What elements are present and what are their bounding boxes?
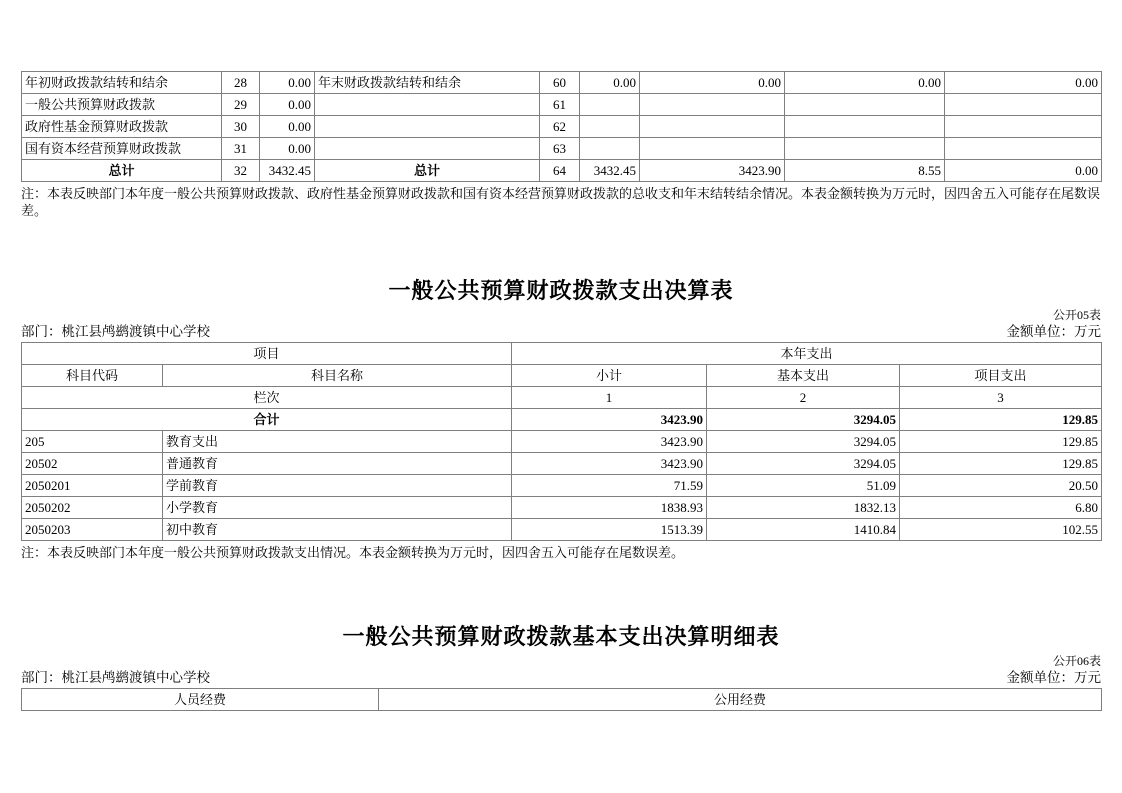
amount-col-3: 0.00 [785, 72, 945, 94]
subject-name-cell: 小学教育 [163, 497, 512, 519]
table-row [22, 453, 1102, 475]
amount-col-2 [640, 94, 785, 116]
project-expense-cell: 129.85 [900, 453, 1102, 475]
amount-col-4 [945, 94, 1102, 116]
subtotal-cell: 71.59 [512, 475, 707, 497]
column-index-3: 3 [900, 387, 1102, 409]
subject-code-cell: 20502 [22, 453, 163, 475]
expense-table-note: 注：本表反映部门本年度一般公共预算财政拨款支出情况。本表金额转换为万元时，因四舍五入可能存在尾数误差。 [21, 545, 685, 560]
basic-expense-cell: 3294.05 [707, 453, 900, 475]
subtotal-cell: 3423.90 [512, 409, 707, 431]
amount-col-1 [580, 94, 640, 116]
subtotal-cell: 1838.93 [512, 497, 707, 519]
table-row [22, 519, 1102, 541]
basic-expense-cell: 1832.13 [707, 497, 900, 519]
amount-col-3 [785, 94, 945, 116]
amount-col-3 [785, 116, 945, 138]
basic-expense-cell: 3294.05 [707, 409, 900, 431]
right-line-no: 63 [540, 138, 580, 160]
basic-expense-cell: 3294.05 [707, 431, 900, 453]
expense-table-title: 一般公共预算财政拨款支出决算表 [388, 278, 734, 303]
item-group-header: 项目 [22, 343, 512, 365]
right-line-no: 64 [540, 160, 580, 182]
left-amount: 0.00 [260, 138, 315, 160]
subtotal-header: 小计 [512, 365, 707, 387]
table-row [22, 94, 1102, 116]
right-item-label [315, 138, 540, 160]
subtotal-cell: 3423.90 [512, 453, 707, 475]
column-index-label: 栏次 [22, 387, 512, 409]
subject-name-header: 科目名称 [163, 365, 512, 387]
total-row [22, 409, 1102, 431]
summary-table-note: 注：本表反映部门本年度一般公共预算财政拨款、政府性基金预算财政拨款和国有资本经营预算财政拨款的总收支和年末结转结余情况。本表金额转换为万元时，因四舍五入可能存在尾数误差。 [21, 186, 1101, 218]
subject-name-cell: 普通教育 [163, 453, 512, 475]
left-line-no: 32 [222, 160, 260, 182]
department-label: 部门：桃江县鸬鹚渡镇中心学校 [21, 324, 210, 339]
detail-table-meta [21, 670, 1101, 686]
amount-col-2: 0.00 [640, 72, 785, 94]
project-expense-cell: 102.55 [900, 519, 1102, 541]
amount-col-3 [785, 138, 945, 160]
form-number-06: 公开06表 [1052, 654, 1101, 668]
detail-table-title: 一般公共预算财政拨款基本支出决算明细表 [342, 624, 780, 649]
left-item-label: 政府性基金预算财政拨款 [22, 116, 222, 138]
subject-name-cell: 教育支出 [163, 431, 512, 453]
expense-table-meta [21, 324, 1101, 340]
table-row [22, 116, 1102, 138]
amount-col-4 [945, 116, 1102, 138]
amount-col-3: 8.55 [785, 160, 945, 182]
amount-col-1 [580, 116, 640, 138]
column-index-2: 2 [707, 387, 900, 409]
amount-col-1: 3432.45 [580, 160, 640, 182]
left-total-label: 总计 [22, 160, 222, 182]
project-expense-cell: 129.85 [900, 431, 1102, 453]
total-label: 合计 [22, 409, 512, 431]
project-expense-cell: 6.80 [900, 497, 1102, 519]
year-expense-group-header: 本年支出 [512, 343, 1102, 365]
subject-code-cell: 205 [22, 431, 163, 453]
right-line-no: 61 [540, 94, 580, 116]
left-amount: 0.00 [260, 94, 315, 116]
personnel-expense-header: 人员经费 [22, 689, 379, 711]
left-item-label: 一般公共预算财政拨款 [22, 94, 222, 116]
right-total-label: 总计 [315, 160, 540, 182]
left-item-label: 年初财政拨款结转和结余 [22, 72, 222, 94]
basic-expense-cell: 1410.84 [707, 519, 900, 541]
subject-code-cell: 2050203 [22, 519, 163, 541]
column-index-1: 1 [512, 387, 707, 409]
left-line-no: 30 [222, 116, 260, 138]
subtotal-cell: 3423.90 [512, 431, 707, 453]
table-row [22, 72, 1102, 94]
right-line-no: 60 [540, 72, 580, 94]
header-row-groups [22, 343, 1102, 365]
right-item-label [315, 94, 540, 116]
funds-carryover-summary-table [21, 71, 1102, 182]
public-expense-header: 公用经费 [379, 689, 1102, 711]
subject-code-cell: 2050202 [22, 497, 163, 519]
right-line-no: 62 [540, 116, 580, 138]
left-item-label: 国有资本经营预算财政拨款 [22, 138, 222, 160]
amount-col-1 [580, 138, 640, 160]
department-label: 部门：桃江县鸬鹚渡镇中心学校 [21, 670, 210, 685]
table-row [22, 138, 1102, 160]
subject-name-cell: 初中教育 [163, 519, 512, 541]
column-index-row [22, 387, 1102, 409]
subject-code-cell: 2050201 [22, 475, 163, 497]
left-amount: 0.00 [260, 72, 315, 94]
amount-col-2: 3423.90 [640, 160, 785, 182]
amount-col-4 [945, 138, 1102, 160]
table-row [22, 475, 1102, 497]
form-number-05: 公开05表 [1052, 308, 1101, 322]
subject-name-cell: 学前教育 [163, 475, 512, 497]
amount-col-2 [640, 138, 785, 160]
subtotal-cell: 1513.39 [512, 519, 707, 541]
right-item-label [315, 116, 540, 138]
project-expense-cell: 20.50 [900, 475, 1102, 497]
amount-col-4: 0.00 [945, 72, 1102, 94]
left-amount: 3432.45 [260, 160, 315, 182]
amount-col-1: 0.00 [580, 72, 640, 94]
header-row [22, 689, 1102, 711]
basic-expense-header: 基本支出 [707, 365, 900, 387]
amount-col-2 [640, 116, 785, 138]
project-expense-cell: 129.85 [900, 409, 1102, 431]
header-row-columns [22, 365, 1102, 387]
basic-expense-cell: 51.09 [707, 475, 900, 497]
table-row [22, 431, 1102, 453]
table-row [22, 497, 1102, 519]
amount-col-4: 0.00 [945, 160, 1102, 182]
public-budget-expense-table [21, 342, 1102, 541]
left-line-no: 29 [222, 94, 260, 116]
grand-total-row [22, 160, 1102, 182]
right-item-label: 年末财政拨款结转和结余 [315, 72, 540, 94]
unit-label: 金额单位：万元 [1006, 670, 1101, 685]
project-expense-header: 项目支出 [900, 365, 1102, 387]
left-line-no: 28 [222, 72, 260, 94]
basic-expense-detail-table [21, 688, 1102, 711]
left-line-no: 31 [222, 138, 260, 160]
left-amount: 0.00 [260, 116, 315, 138]
subject-code-header: 科目代码 [22, 365, 163, 387]
unit-label: 金额单位：万元 [1006, 324, 1101, 339]
